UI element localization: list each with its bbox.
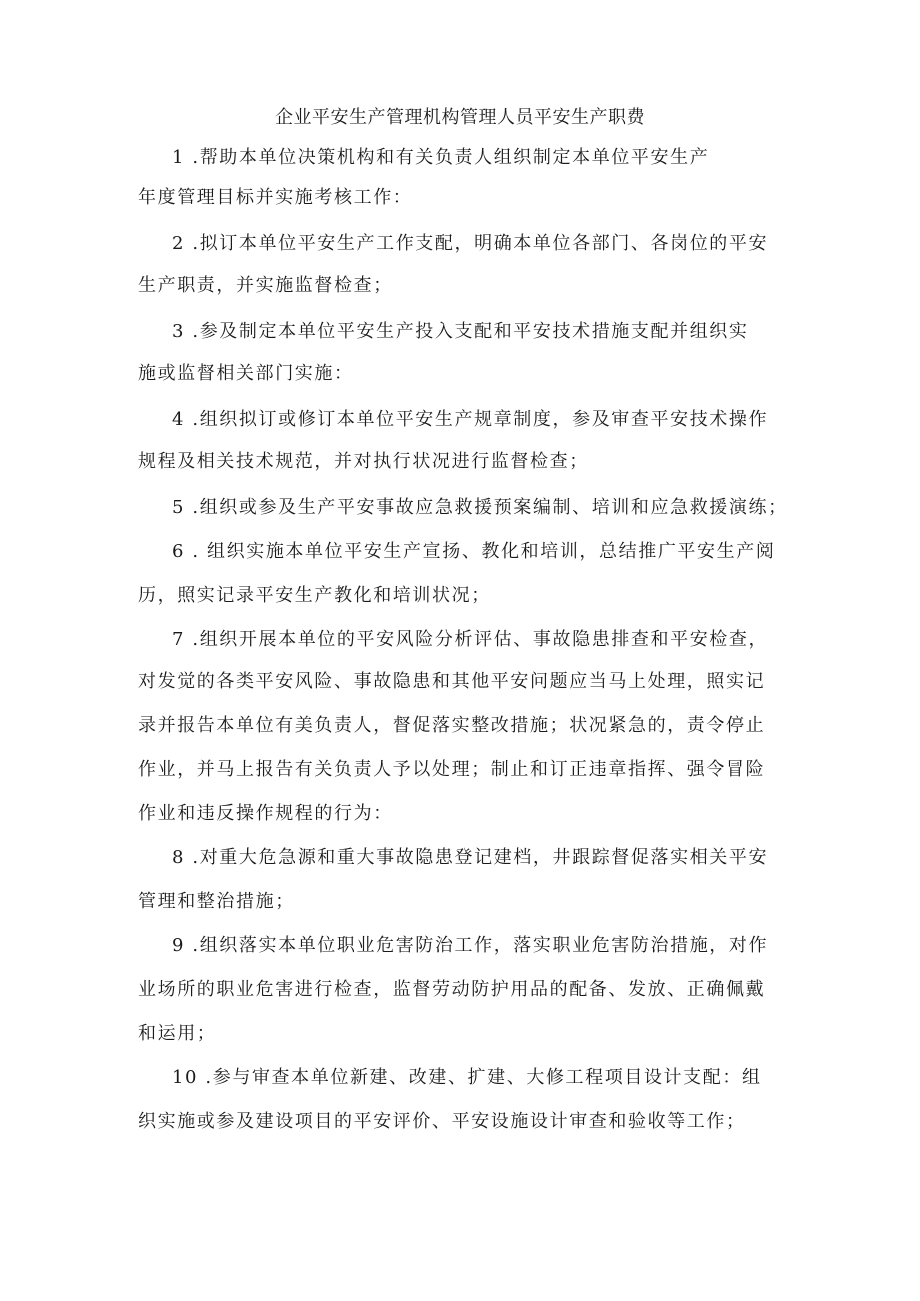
item-10-line-1: 10 .参与审查本单位新建、改建、扩建、大修工程项目设计支配：组 xyxy=(172,1067,762,1088)
item-9-line-2: 业场所的职业危害进行检查，监督劳动防护用品的配备、发放、正确佩戴 xyxy=(138,979,766,1000)
item-5-line-1: 5 .组织或参及生产平安事故应急救援预案编制、培训和应急救援演练； xyxy=(172,497,788,518)
item-7-line-2: 对发觉的各类平安风险、事故隐患和其他平安问题应当马上处理，照实记 xyxy=(138,671,766,692)
item-1-line-2: 年度管理目标并实施考核工作： xyxy=(138,187,413,208)
item-3-line-2: 施或监督相关部门实施： xyxy=(138,363,354,384)
item-2-line-1: 2 .拟订本单位平安生产工作支配，明确本单位各部门、各岗位的平安 xyxy=(172,233,769,254)
item-7-line-3: 录并报告本单位有美负责人，督促落实整改措施；状况紧急的，责令停止 xyxy=(138,715,766,736)
item-4-line-2: 规程及相关技术规范，并对执行状况进行监督检查； xyxy=(138,451,589,472)
item-2-line-2: 生产职责，并实施监督检查； xyxy=(138,275,393,296)
item-9-line-3: 和运用； xyxy=(138,1023,217,1044)
item-9-line-1: 9 .组织落实本单位职业危害防治工作，落实职业危害防治措施，对作 xyxy=(172,935,769,956)
item-4-line-1: 4 .组织拟订或修订本单位平安生产规章制度，参及审查平安技术操作 xyxy=(172,409,769,430)
item-8-line-2: 管理和整治措施； xyxy=(138,891,295,912)
item-8-line-1: 8 .对重大危急源和重大事故隐患登记建档，井跟踪督促落实相关平安 xyxy=(172,847,769,868)
document-title: 企业平安生产管理机构管理人员平安生产职费 xyxy=(275,107,645,128)
item-6-line-2: 历，照实记录平安生产教化和培训状况； xyxy=(138,585,491,606)
item-3-line-1: 3 .参及制定本单位平安生产投入支配和平安技术措施支配并组织实 xyxy=(172,321,749,342)
item-6-line-1: 6 . 组织实施本单位平安生产宣扬、教化和培训，总结推广平安生产阅 xyxy=(172,541,776,562)
item-7-line-1: 7 .组织开展本单位的平安风险分析评估、事故隐患排查和平安检查， xyxy=(172,629,769,650)
item-10-line-2: 织实施或参及建设项目的平安评价、平安设施设计审查和验收等工作； xyxy=(138,1111,746,1132)
item-1-line-1: 1 .帮助本单位决策机构和有关负责人组织制定本单位平安生产 xyxy=(172,147,710,168)
item-7-line-4: 作业，并马上报告有关负责人予以处理；制止和订正违章指挥、强令冒险 xyxy=(138,759,766,780)
item-7-line-5: 作业和违反操作规程的行为： xyxy=(138,803,393,824)
